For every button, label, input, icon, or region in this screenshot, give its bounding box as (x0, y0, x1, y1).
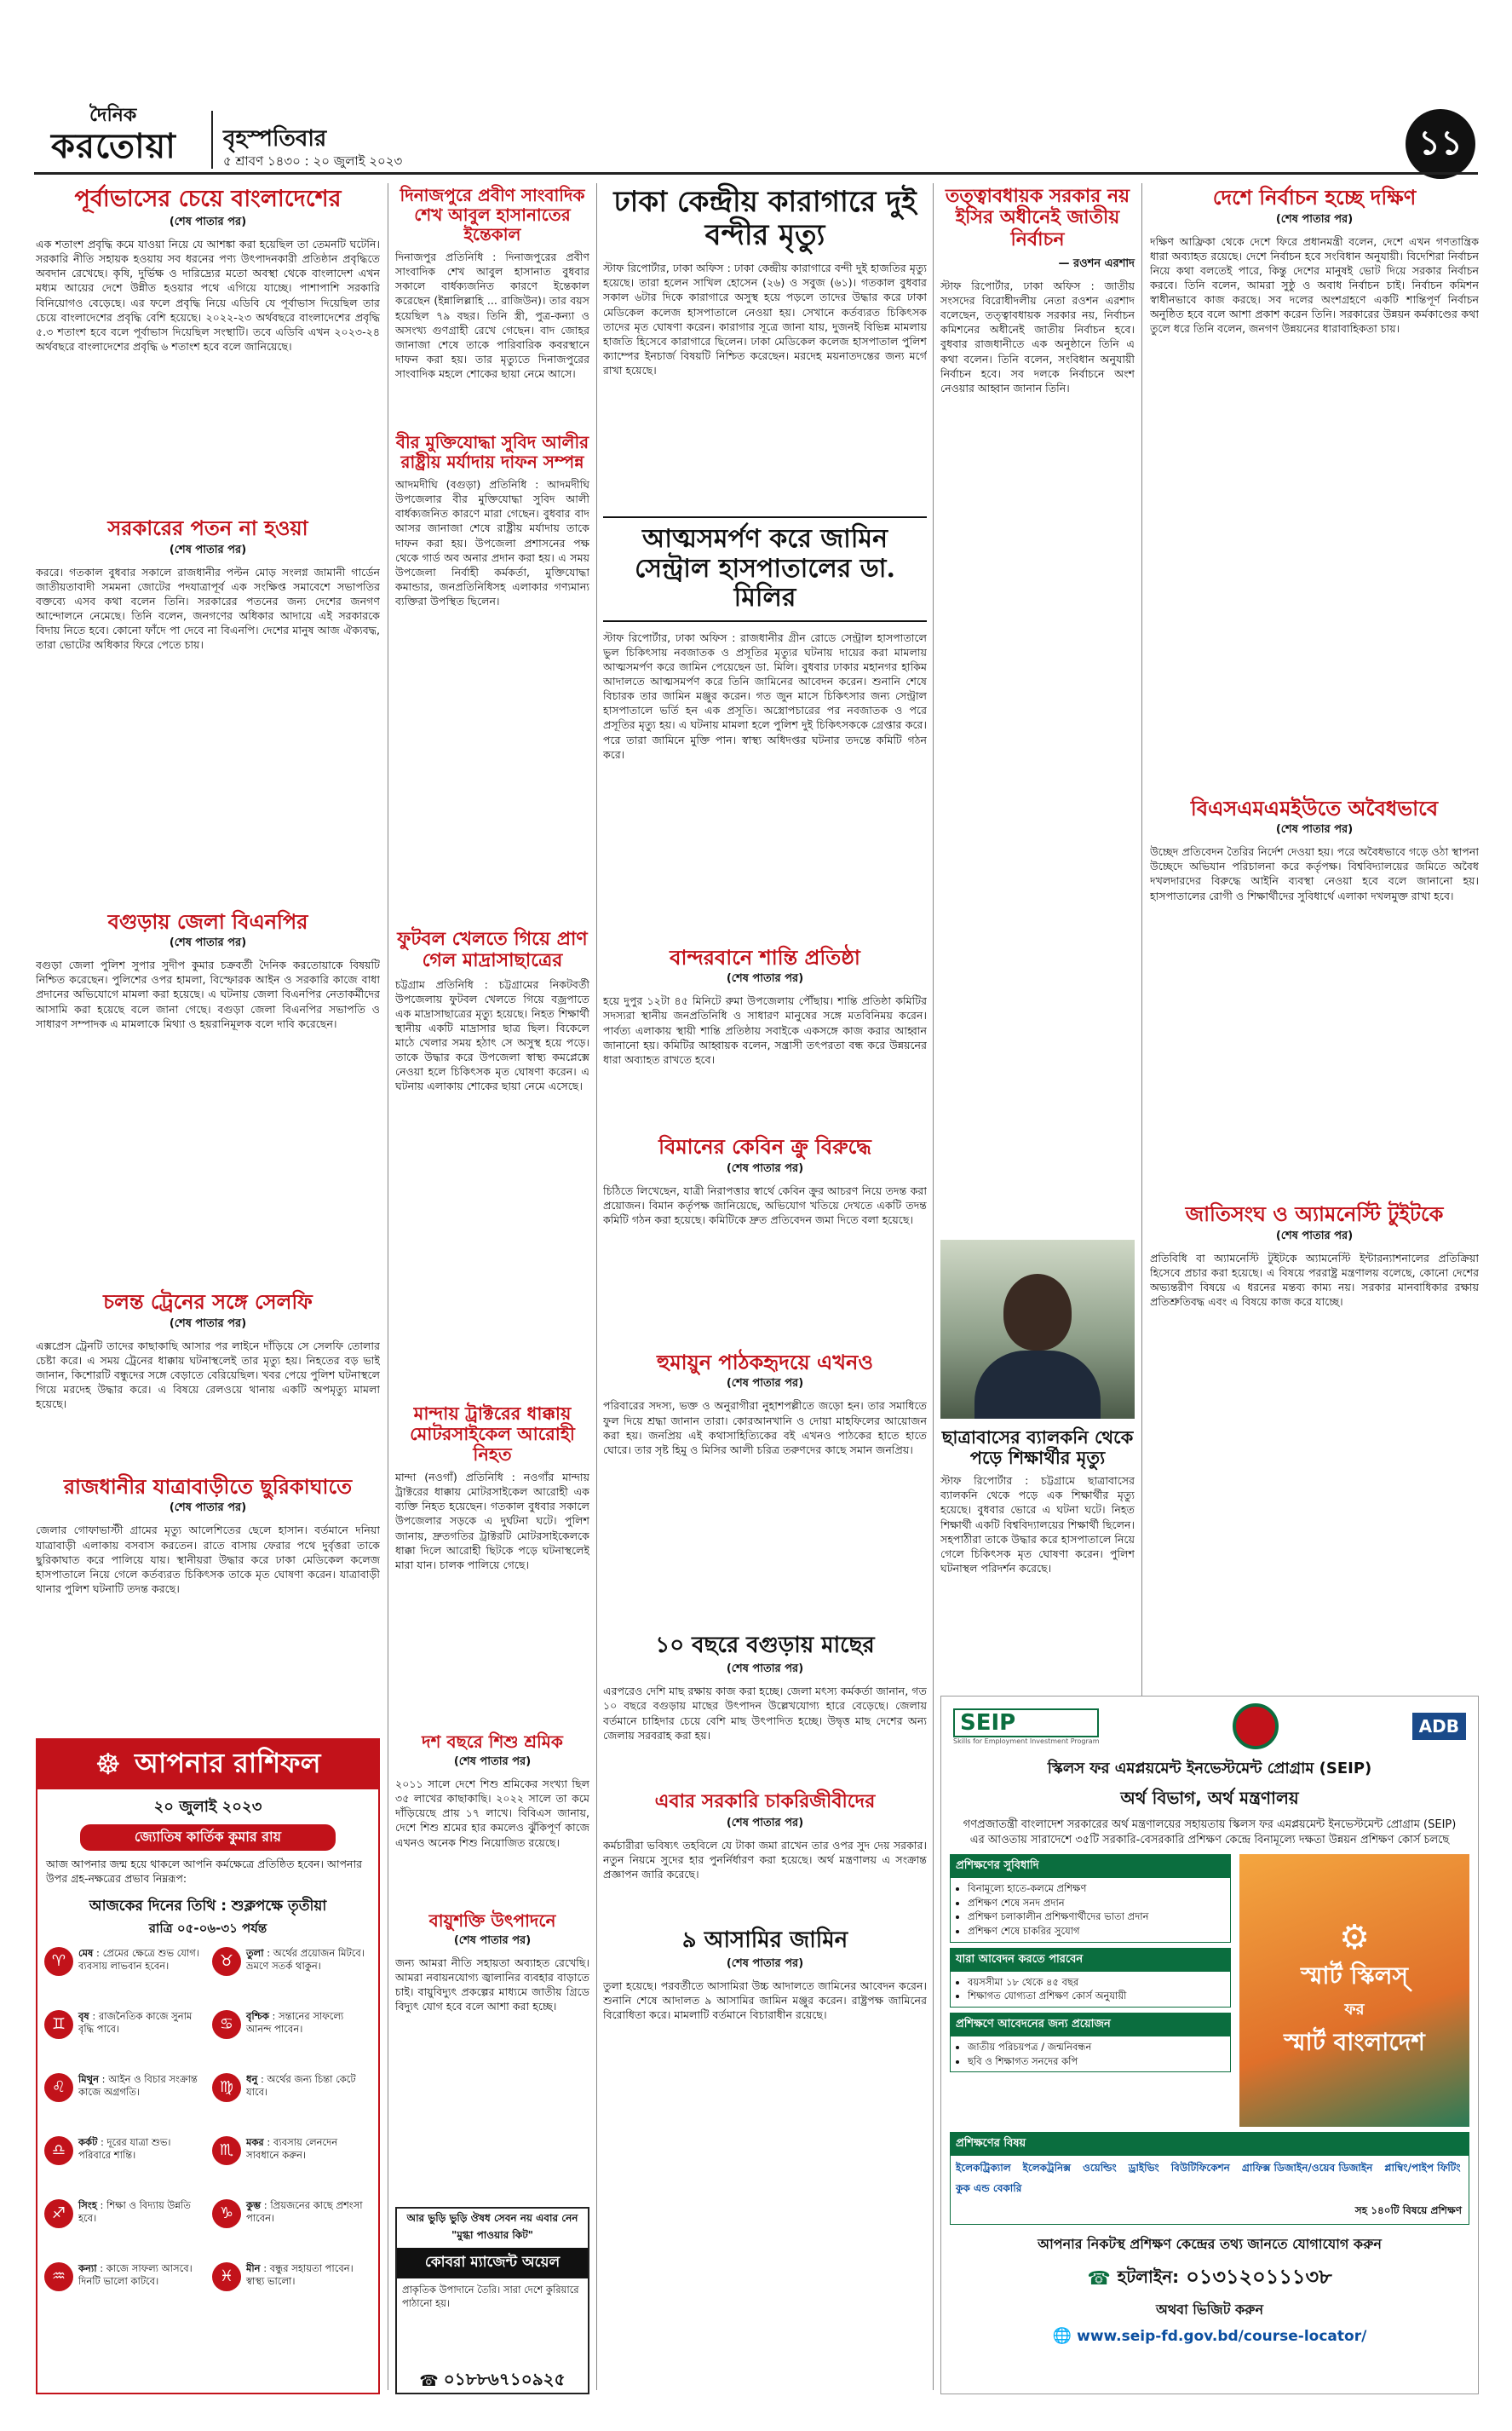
zodiac-icon: ♌ (44, 2073, 73, 2102)
tithi-time: রাত্রি ০৫-০৬-৩১ পর্যন্ত (148, 1920, 267, 1936)
zodiac-prediction: আইন ও বিচার সংক্রান্ত কাজে অগ্রগতি। (78, 2072, 198, 2098)
seip-poster (1239, 1854, 1469, 2127)
trade-item: বিউটিফিকেশন (1170, 2162, 1230, 2175)
poster-line-1: স্মার্ট স্কিলস্ (1300, 1961, 1409, 1990)
documents-box (950, 2013, 1231, 2072)
zodiac-text: সিংহ : শিক্ষা ও বিদ্যায় উন্নতি হবে। (78, 2198, 191, 2224)
seip-content (941, 1854, 1478, 2127)
article-body: জেলার গোফাভাস্টী গ্রামের মৃত্যু আলেশিতের ছেলে হাসান। বর্তমানে দনিয়া যাত্রাবাড়ী এলাকায় বসবাস করতেন। রাতে বাসায় ফেরার পথে দুর্বৃত্তরা তাকে ছুরিকাঘাত করে পালিয়ে যায়। স্থানীয়রা উদ্ধার করে ঢাকা মেডিকেল কলেজ হাসপাতালে নিয়ে গেলে কর্তব্যরত চিকিৎসক তাকে মৃত ঘোষণা করেন। যাত্রাবাড়ী থানার পুলিশ ঘটনাটি তদন্ত করছে। (36, 1524, 380, 1595)
zodiac-sign (44, 2199, 204, 2254)
headline: দিনাজপুরে প্রবীণ সাংবাদিক শেখ আবুল হাসানাতের ইন্তেকাল (400, 185, 585, 245)
government-seal-icon (1233, 1703, 1279, 1749)
headline: তত্ত্বাবধায়ক সরকার নয় ইসির অধীনেই জাতীয় নির্বাচন (945, 185, 1130, 251)
article-body: স্টাফ রিপোর্টার, ঢাকা অফিস : ঢাকা কেন্দ্রীয় কারাগারে বন্দী দুই হাজতির মৃত্যু হয়েছে। তারা হলেন সাখিল হোসেন (২৬) ও সবুজ (৬১)। গতকাল বুধবার সকাল ৬টার দিকে কারাগারে অসুস্থ হয়ে পড়লে তাদের উদ্ধার করে ঢাকা মেডিকেল কলেজ হাসপাতালে নেওয়া হয়। সেখানে কর্তব্যরত চিকিৎসক তাদের মৃত ঘোষণা করেন। কারাগার সূত্রে জানা যায়, দুজনই বিভিন্ন মামলায় হাজতি হিসেবে কারাগারে ছিলেন। ঢাকা মেডিকেল কলেজ হাসপাতাল পুলিশ ক্যাম্পের ইনচার্জ বিষয়টি নিশ্চিত করেছেন। মরদেহ ময়নাতদন্তের জন্য মর্গে রাখা হয়েছে। (603, 262, 927, 377)
article-body: চিঠিতে লিখেছেন, যাত্রী নিরাপত্তার স্বার্থে কেবিন ক্রুর আচরণ নিয়ে তদন্ত করা প্রয়োজন। বিমান কর্তৃপক্ষ জানিয়েছে, অভিযোগ খতিয়ে দেখতে একটি তদন্ত কমিটি গঠন করা হয়েছে। কমিটিকে দ্রুত প্রতিবেদন জমা দিতে বলা হয়েছে। (603, 1184, 927, 1227)
masthead-day: বৃহস্পতিবার (223, 126, 327, 152)
benefit-item: • প্রশিক্ষণ শেষে সনদ প্রদান (968, 1896, 1230, 1910)
zodiac-text: বৃষ : রাজনৈতিক কাজে সুনাম বৃদ্ধি পাবে। (78, 2009, 193, 2035)
ad-cobra-oil (395, 2207, 589, 2394)
headline: রাজধানীর যাত্রাবাড়ীতে ছুরিকাঘাতে (63, 1473, 353, 1499)
headline: বায়ুশক্তি উৎপাদনে (428, 1910, 556, 1932)
documents-heading: প্রশিক্ষণে আবেদনের জন্য প্রয়োজন (951, 2013, 1230, 2036)
url-row[interactable] (941, 2327, 1478, 2345)
masthead (0, 0, 1512, 175)
continued-note: (শেষ পাতার পর) (1275, 823, 1354, 837)
zodiac-prediction: অর্থের জন্য চিন্তা কেটে যাবে। (246, 2072, 356, 2098)
horoscope-date: ২০ জুলাই ২০২৩ (153, 1798, 262, 1816)
article-body: চট্টগ্রাম প্রতিনিধি : চট্টগ্রামের নিকটবর্তী উপজেলায় ফুটবল খেলতে গিয়ে বজ্রপাতে এক মাদ্রাসাছাত্রের মৃত্যু হয়েছে। নিহত শিক্ষার্থী স্থানীয় একটি মাদ্রাসার ছাত্র ছিল। বিকেলে মাঠে খেলার সময় হঠাৎ সে অসুস্থ হয়ে পড়ে। তাকে উদ্ধার করে উপজেলা স্বাস্থ্য কমপ্লেক্সে নেওয়া হলে চিকিৎসক মৃত ঘোষণা করেন। এ ঘটনায় এলাকায় শোকের ছায়া নেমে এসেছে। (395, 977, 589, 1093)
hotline-number: ০১৩১২০১১১৩৮ (1186, 2265, 1332, 2290)
zodiac-prediction: সন্তানের সাফল্যে আনন্দ পাবেন। (246, 2009, 344, 2035)
trade-item: ড্রাইভিং (1128, 2162, 1159, 2175)
zodiac-wheel-icon: ☸ (95, 1748, 122, 1782)
article-body: কররে। গতকাল বুধবার সকালে রাজধানীর পল্টন মোড় সংলগ্ন জামানী গার্ডেন জাতীয়তাবাদী সমমনা জোটের পদযাত্রাপূর্ব এক সংক্ষিপ্ত সমাবেশে সভাপতির বক্তব্যে এসব কথা বলেন তিনি। সরকারের পতনের জন্য দেশের জনগণ আন্দোলনে নেমেছে। তিনি বলেন, জনগণের অধিকার আদায়ে এই সরকারকে বিদায় নিতে হবে। কোনো ফাঁদে পা দেবে না বিএনপি। দেশের মানুষ আজ ঐক্যবদ্ধ, তারা ভোটের অধিকার ফিরে পেতে চায়। (36, 565, 380, 652)
zodiac-icon: ♈ (44, 1947, 73, 1976)
article-body: বগুড়া জেলা পুলিশ সুপার সুদীপ কুমার চক্রবর্তী দৈনিক করতোয়াকে বিষয়টি নিশ্চিত করেছেন। পুলিশের ওপর হামলা, বিস্ফোরক আইন ও সরকারি কাজে বাধা প্রদানের অভিযোগে মামলা করা হয়েছে। এ ঘটনায় জেলা বিএনপির নেতাকর্মীদের আসামি করা হয়েছে বলে জানা গেছে। বগুড়া জেলা বিএনপির সভাপতি ও সাধারণ সম্পাদক এ মামলাকে মিথ্যা ও হয়রানিমূলক বলে দাবি করেছেন। (36, 959, 380, 1030)
zodiac-icon: ♐ (44, 2199, 73, 2228)
hotline-row (941, 2261, 1478, 2296)
headline: বিএসএমএমইউতে অবৈধভাবে (1190, 795, 1439, 821)
zodiac-icon: ♍ (212, 2073, 241, 2102)
continued-note: (শেষ পাতার পর) (169, 1501, 247, 1515)
seip-intro: গণপ্রজাতন্ত্রী বাংলাদেশ সরকারের অর্থ মন্ত্রণালয়ের সহায়তায় স্কিলস ফর এমপ্লয়মেন্ট ইনভেস্টমেন্ট প্রোগ্রাম (SEIP) এর আওতায় সারাদেশে ৩৫টি সরকারি-বেসরকারি প্রশিক্ষণ কেন্দ্রে বিনামূল্যে দক্ষতা উন্নয়ন প্রশিক্ষণ কোর্স চলছে (963, 1818, 1457, 1846)
headline: মান্দায় ট্রাক্টরের ধাক্কায় মোটরসাইকেল আরোহী নিহত (410, 1402, 575, 1465)
seip-logo-text: SEIP (953, 1708, 1099, 1737)
ad-body: প্রাকৃতিক উপাদানে তৈরি। সারা দেশে কুরিয়ারে পাঠানো হয়। (402, 2284, 579, 2309)
continued-note: (শেষ পাতার পর) (169, 543, 247, 556)
zodiac-sign (212, 2199, 371, 2254)
zodiac-text: তুলা : অর্থের প্রয়োজন মিটবে। ভ্রমণে সতর্ক থাকুন। (246, 1946, 365, 1972)
continued-note: (শেষ পাতার পর) (726, 972, 804, 986)
zodiac-prediction: ব্যবসায় লেনদেন সাবধানে করুন। (246, 2135, 338, 2161)
article-body: আদমদীঘি (বগুড়া) প্রতিনিধি : আদমদীঘি উপজেলার বীর মুক্তিযোদ্ধা সুবিদ আলী বার্ধক্যজনিত কারণে মারা গেছেন। বুধবার বাদ আসর জানাজা শেষে রাষ্ট্রীয় মর্যাদায় তাকে দাফন করা হয়। উপজেলা প্রশাসনের পক্ষ থেকে গার্ড অব অনার প্রদান করা হয়। এ সময় উপজেলা নির্বাহী কর্মকর্তা, মুক্তিযোদ্ধা কমান্ডার, জনপ্রতিনিধিসহ এলাকার গণ্যমান্য ব্যক্তিরা উপস্থিত ছিলেন। (395, 478, 589, 608)
article-body: স্টাফ রিপোর্টার, ঢাকা অফিস : রাজধানীর গ্রীন রোডে সেন্ট্রাল হাসপাতালে ভুল চিকিৎসায় নবজাতক ও প্রসূতির মৃত্যুর ঘটনায় দায়ের করা মামলায় আত্মসমর্পণ করে জামিন পেয়েছেন ডা. মিলি। বুধবার ঢাকার মহানগর হাকিম আদালতে আত্মসমর্পণ করে তিনি জামিনের আবেদন করেন। শুনানি শেষে বিচারক তার জামিন মঞ্জুর করেন। গত জুন মাসে চিকিৎসার জন্য সেন্ট্রাল হাসপাতালে ভর্তি হন এক প্রসূতি। অস্ত্রোপচারের পর নবজাতক ও পরে প্রসূতির মৃত্যু হয়। এ ঘটনায় মামলা হলে পুলিশ দুই চিকিৎসককে গ্রেপ্তার করে। পরে তারা জামিনে মুক্তি পান। স্বাস্থ্য অধিদপ্তর ঘটনার তদন্তে কমিটি গঠন করে। (603, 631, 927, 761)
byline: — রওশন এরশাদ (1058, 256, 1135, 270)
continued-note: (শেষ পাতার পর) (1275, 1229, 1354, 1242)
zodiac-text: মীন : বন্ধুর সহায়তা পাবেন। স্বাস্থ্য ভালো। (246, 2261, 354, 2287)
page-number: ১১ (1418, 122, 1463, 163)
horoscope-title: আপনার রাশিফল (135, 1747, 321, 1779)
article-body: ২০১১ সালে দেশে শিশু শ্রমিকের সংখ্যা ছিল ৩৫ লাখের কাছাকাছি। ২০২২ সালে তা কমে দাঁড়িয়েছে প্রায় ১৭ লাখে। বিবিএস জানায়, দেশে শিশু শ্রমের হার কমলেও ঝুঁকিপূর্ণ কাজে এখনও অনেক শিশু নিয়োজিত রয়েছে। (395, 1777, 589, 1849)
zodiac-prediction: অর্থের প্রয়োজন মিটবে। ভ্রমণে সতর্ক থাকুন। (246, 1946, 365, 1972)
headline: বগুড়ায় জেলা বিএনপির (107, 908, 308, 934)
headline: দেশে নির্বাচন হচ্ছে দক্ষিণ (1212, 185, 1417, 210)
zodiac-text: কর্কট : দূরের যাত্রা শুভ। পরিবারে শান্তি। (78, 2135, 171, 2161)
zodiac-name: মীন (246, 2261, 261, 2274)
boxed-headline-frame (603, 516, 927, 622)
zodiac-sign (212, 2136, 371, 2191)
ad-headline: আর ভুড়ি ভুড়ি ঔষধ সেবন নয় এবার নেন "মুগ্ধা পাওয়ার কিট" (406, 2212, 578, 2241)
horoscope-box (36, 1738, 380, 2394)
zodiac-text: মেষ : প্রেমের ক্ষেত্রে শুভ যোগ। ব্যবসায় লাভবান হবেন। (78, 1946, 199, 1972)
zodiac-name: তুলা (246, 1946, 264, 1959)
article-body: এক্সপ্রেস ট্রেনটি তাদের কাছাকাছি আসার পর লাইনে দাঁড়িয়ে সে সেলফি তোলার চেষ্টা করে। এ সময় ট্রেনের ধাক্কায় ঘটনাস্থলেই তার মৃত্যু হয়। নিহতের বড় ভাই জানান, কিশোরটি বন্ধুদের সঙ্গে বেড়াতে বেরিয়েছিল। খবর পেয়ে পুলিশ ঘটনাস্থলে গিয়ে মরদেহ উদ্ধার করে। এ বিষয়ে রেলওয়ে থানায় একটি অপমৃত্যু মামলা হয়েছে। (36, 1339, 380, 1411)
headline: বিমানের কেবিন ক্রু বিরুদ্ধে (658, 1134, 871, 1160)
headline: বীর মুক্তিযোদ্ধা সুবিদ আলীর রাষ্ট্রীয় মর্যাদায় দাফন সম্পন্ন (395, 432, 589, 472)
article-body: জন্য আমরা নীতি সহায়তা অব্যাহত রেখেছি। আমরা নবায়নযোগ্য জ্বালানির ব্যবহার বাড়াতে চাই। বায়ুবিদ্যুৎ প্রকল্পের মাধ্যমে জাতীয় গ্রিডে বিদ্যুৎ যোগ হবে বলে আশা করা হচ্ছে। (395, 1956, 589, 2013)
headline: জাতিসংঘ ও অ্যামনেস্টি টুইটকে (1185, 1201, 1444, 1227)
zodiac-icon: ♊ (44, 2010, 73, 2039)
headline: পূর্বাভাসের চেয়ে বাংলাদেশের (74, 186, 342, 212)
article-body: উচ্ছেদ প্রতিবেদন তৈরির নির্দেশ দেওয়া হয়। পরে অবৈধভাবে গড়ে ওঠা স্থাপনা উচ্ছেদে অভিযান পরিচালনা করে কর্তৃপক্ষ। বিশ্ববিদ্যালয়ের জমিতে অবৈধ দখলদারদের বিরুদ্ধে আইনি ব্যবস্থা নেওয়া হবে বলে জানানো হয়। হাসপাতালের রোগী ও শিক্ষার্থীদের সুবিধার্থে এলাকা দখলমুক্ত রাখা হবে। (1150, 845, 1479, 902)
eligibility-heading: যারা আবেদন করতে পারবেন (951, 1949, 1230, 1972)
zodiac-text: ধনু : অর্থের জন্য চিন্তা কেটে যাবে। (246, 2072, 356, 2098)
trades-heading: প্রশিক্ষণের বিষয় (951, 2133, 1469, 2156)
zodiac-sign (44, 2262, 204, 2317)
trades-box (950, 2132, 1469, 2225)
zodiac-name: সিংহ (78, 2198, 97, 2211)
zodiac-icon: ♓ (212, 2262, 241, 2291)
zodiac-name: ধনু (246, 2072, 258, 2085)
zodiac-sign (212, 2262, 371, 2317)
benefit-item: • প্রশিক্ষণ চলাকালীন প্রশিক্ষণার্থীদের ভাতা প্রদান (968, 1910, 1230, 1924)
continued-note: (শেষ পাতার পর) (726, 1662, 804, 1676)
article-body: প্রতিবিধি বা অ্যামনেস্টি টুইটকে অ্যামনেস্টি ইন্টারন্যাশনালের প্রতিক্রিয়া হিসেবে প্রচার করা হয়েছে। এ বিষয়ে পররাষ্ট্র মন্ত্রণালয় বলেছে, কোনো দেশের অভ্যন্তরীণ বিষয়ে এ ধরনের মন্তব্য কাম্য নয়। সরকার মানবাধিকার রক্ষায় প্রতিশ্রুতিবদ্ধ এবং এ বিষয়ে কাজ করে যাচ্ছে। (1150, 1251, 1479, 1309)
eligibility-item: • বয়সসীমা ১৮ থেকে ৪৫ বছর (968, 1975, 1230, 1990)
zodiac-name: মেষ (78, 1946, 94, 1959)
masthead-date: ৫ শ্রাবণ ১৪৩০ : ২০ জুলাই ২০২৩ (223, 153, 403, 169)
continued-note: (শেষ পাতার পর) (726, 1956, 804, 1970)
article-body: হয়ে দুপুর ১২টা ৪৫ মিনিটে রুমা উপজেলায় পৌঁছায়। শান্তি প্রতিষ্ঠা কমিটির সদস্যরা স্থানীয় জনপ্রতিনিধি ও সাধারণ মানুষের সঙ্গে মতবিনিময় করেন। পার্বত্য এলাকায় স্থায়ী শান্তি প্রতিষ্ঠায় সবাইকে একসঙ্গে কাজ করার আহ্বান জানানো হয়। কমিটির আহ্বায়ক বলেন, সন্ত্রাসী তৎপরতা বন্ধ করে উন্নয়নের ধারা অব্যাহত রাখতে হবে। (603, 994, 927, 1066)
zodiac-sign (44, 2073, 204, 2128)
eligibility-box (950, 1948, 1231, 2008)
headline: আত্মসমর্পণ করে জামিন সেন্ট্রাল হাসপাতালের ডা. মিলির (635, 524, 895, 614)
course-locator-link[interactable]: www.seip-fd.gov.bd/course-locator/ (1077, 2327, 1367, 2345)
eligibility-list (951, 1975, 1230, 2003)
headline: এবার সরকারি চাকরিজীবীদের (654, 1790, 876, 1813)
zodiac-grid (37, 1947, 378, 2317)
article-body: স্টাফ রিপোর্টার, ঢাকা অফিস : জাতীয় সংসদের বিরোধীদলীয় নেতা রওশন এরশাদ বলেছেন, তত্ত্বাবধায়ক সরকার নয়, নির্বাচন কমিশনের অধীনেই জাতীয় নির্বাচন হবে। বুধবার রাজধানীতে এক অনুষ্ঠানে তিনি এ কথা বলেন। তিনি বলেন, সংবিধান অনুযায়ী নির্বাচন হবে। সব দলকে নির্বাচনে অংশ নেওয়ার আহ্বান জানান তিনি। (940, 279, 1135, 395)
article-body: পরিবারের সদস্য, ভক্ত ও অনুরাগীরা নুহাশপল্লীতে জড়ো হন। তার সমাধিতে ফুল দিয়ে শ্রদ্ধা জানান তারা। কোরআনখানি ও দোয়া মাহফিলের আয়োজন করা হয়। জনপ্রিয় এই কথাসাহিত্যিকের বই এখনও পাঠকের হাতে হাতে ঘোরে। তার সৃষ্ট হিমু ও মিসির আলী চরিত্র তরুণদের কাছে সমান জনপ্রিয়। (603, 1399, 927, 1456)
benefit-item: • বিনামূল্যে হাতে-কলমে প্রশিক্ষণ (968, 1881, 1230, 1896)
phone-icon: ☎ (419, 2372, 439, 2390)
column-rule (596, 183, 597, 2390)
article-body: স্টাফ রিপোর্টার : চট্টগ্রামে ছাত্রাবাসের ব্যালকনি থেকে পড়ে এক শিক্ষার্থীর মৃত্যু হয়েছে। বুধবার ভোরে এ ঘটনা ঘটে। নিহত শিক্ষার্থী একটি বিশ্ববিদ্যালয়ের শিক্ষার্থী ছিলেন। সহপাঠীরা তাকে উদ্ধার করে হাসপাতালে নিয়ে গেলে চিকিৎসক মৃত ঘোষণা করেন। পুলিশ ঘটনাস্থল পরিদর্শন করেছে। (940, 1474, 1135, 1575)
student-photo (940, 1240, 1135, 1419)
trades-list (951, 2156, 1469, 2203)
benefits-heading: প্রশিক্ষণের সুবিধাদি (951, 1855, 1230, 1878)
column-rule (933, 183, 934, 2390)
document-item: • জাতীয় পরিচয়পত্র / জন্মনিবন্ধন (968, 2040, 1230, 2054)
zodiac-text: মকর : ব্যবসায় লেনদেন সাবধানে করুন। (246, 2135, 338, 2161)
seip-logo-subtitle: Skills for Employment Investment Program (953, 1737, 1100, 1745)
horoscope-banner (37, 1740, 378, 1789)
trade-item: কুক এন্ড বেকারি (956, 2182, 1022, 2195)
adb-logo: ADB (1412, 1713, 1466, 1740)
headline: চলন্ত ট্রেনের সঙ্গে সেলফি (103, 1289, 313, 1315)
zodiac-text: কন্যা : কাজে সাফল্য আসবে। দিনটি ভালো কাটবে। (78, 2261, 193, 2287)
poster-line-2: ফর (1344, 2000, 1365, 2019)
zodiac-sign (212, 2010, 371, 2065)
document-item: • ছবি ও শিক্ষাগত সনদের কপি (968, 2054, 1230, 2069)
person-silhouette-icon (1003, 1274, 1072, 1351)
continued-note: (শেষ পাতার পর) (453, 1755, 532, 1769)
zodiac-name: মকর (246, 2135, 264, 2148)
logo-divider (211, 111, 213, 169)
zodiac-icon: ♎ (44, 2136, 73, 2165)
seip-logo-row (941, 1697, 1478, 1756)
tithi-heading: আজকের দিনের তিথি : শুক্লপক্ষে তৃতীয়া (89, 1897, 327, 1915)
continued-note: (শেষ পাতার পর) (726, 1816, 804, 1829)
article-body: এক শতাংশ প্রবৃদ্ধি কমে যাওয়া নিয়ে যে আশঙ্কা করা হয়েছিল তা তেমনটি ঘটেনি। সরকারি নীতি সহায়ক হওয়ায় সব ধরনের পণ্য উৎপাদনকারী প্রতিষ্ঠান প্রবৃদ্ধিতে অবদান রেখেছে। কৃষি, দুর্ভিক্ষ ও দারিদ্র্যের মতো অবস্থা থেকে বাংলাদেশ এখন মধ্যম আয়ের দেশে উন্নীত হওয়ার পথে এগিয়ে যাচ্ছে। পাশাপাশি সরকারি বিনিয়োগও বেড়েছে। এর ফলে প্রবৃদ্ধি নিয়ে এডিবি যে পূর্বাভাস দিয়েছিল তার চেয়ে বাংলাদেশের প্রবৃদ্ধি বেশি হয়েছে। ২০২২-২৩ অর্থবছরে বাংলাদেশের প্রবৃদ্ধি ৫.৩ শতাংশ হবে বলে পূর্বাভাস দিয়েছিল সংস্থাটি। তবে এডিবি এখন ২০২৩-২৪ অর্থবছরে বাংলাদেশের প্রবৃদ্ধি ৬ শতাংশ হবে বলে জানিয়েছে। (36, 238, 380, 353)
zodiac-icon: ♉ (212, 1947, 241, 1976)
horoscope-author: জ্যোতিষ কার্তিক কুমার রায় (80, 1824, 336, 1851)
headline: ছাত্রাবাসের ব্যালকনি থেকে পড়ে শিক্ষার্থীর মৃত্যু (941, 1426, 1134, 1469)
page-number-badge (1406, 109, 1475, 179)
globe-icon: 🌐 (1052, 2327, 1072, 2346)
headline: ৯ আসামির জামিন (681, 1927, 848, 1953)
headline: ১০ বছরে বগুড়ায় মাছের (655, 1633, 875, 1659)
eligibility-item: • শিক্ষাগত যোগ্যতা প্রশিক্ষণ কোর্স অনুযায়ী (968, 1989, 1230, 2003)
seip-logo (953, 1708, 1099, 1745)
zodiac-prediction: প্রিয়জনের কাছে প্রশংসা পাবেন। (246, 2198, 363, 2224)
zodiac-sign (44, 1947, 204, 2002)
zodiac-name: কুম্ভ (246, 2198, 262, 2211)
continued-note: (শেষ পাতার পর) (169, 216, 247, 229)
trade-item: গ্রাফিক্স ডিজাইন/ওয়েব ডিজাইন (1241, 2162, 1373, 2175)
shirt-shape (974, 1351, 1101, 1419)
trade-item: ইলেকট্রনিক্স (1022, 2162, 1071, 2175)
ad-phone-number: ০১৮৮৬৭১০৯২৫ (443, 2369, 566, 2389)
continued-note: (শেষ পাতার পর) (169, 936, 247, 950)
trade-item: প্লাম্বিং/পাইপ ফিটিং (1384, 2162, 1461, 2175)
headline: বান্দরবানে শান্তি প্রতিষ্ঠা (670, 944, 860, 970)
masthead-logo-small: দৈনিক (89, 104, 137, 126)
benefit-item: • প্রশিক্ষণ শেষে চাকরির সুযোগ (968, 1924, 1230, 1938)
zodiac-name: কর্কট (78, 2135, 98, 2148)
contact-heading: আপনার নিকটস্থ প্রশিক্ষণ কেন্দ্রের তথ্য জানতে যোগাযোগ করুন (1038, 2236, 1382, 2253)
zodiac-name: বৃষ (78, 2009, 89, 2022)
poster-line-3: স্মার্ট বাংলাদেশ (1284, 2027, 1425, 2056)
trade-item: ইলেকট্রিক্যাল (956, 2162, 1011, 2175)
lead-headline: ঢাকা কেন্দ্রীয় কারাগারে দুই বন্দীর মৃত্যু (613, 185, 917, 253)
gear-icon: ⚙ (1339, 1917, 1370, 1957)
headline: দশ বছরে শিশু শ্রমিক (422, 1731, 563, 1753)
zodiac-icon: ♑ (212, 2199, 241, 2228)
zodiac-prediction: শিক্ষা ও বিদ্যায় উন্নতি হবে। (78, 2198, 191, 2224)
hotline-label: হটলাইন: (1117, 2266, 1180, 2287)
zodiac-icon: ♒ (44, 2262, 73, 2291)
continued-note: (শেষ পাতার পর) (1275, 212, 1354, 226)
headline: সরকারের পতন না হওয়া (107, 516, 308, 541)
ad-name: কোবরা ম্যাজেন্ট অয়েল (397, 2248, 588, 2278)
zodiac-sign (212, 1947, 371, 2002)
or-visit: অথবা ভিজিট করুন (1155, 2301, 1264, 2319)
seip-contact (941, 2233, 1478, 2345)
seip-ad (940, 1696, 1479, 2394)
article-body: মান্দা (নওগাঁ) প্রতিনিধি : নওগাঁর মান্দায় ট্রাক্টরের ধাক্কায় মোটরসাইকেল আরোহী এক ব্যক্তি নিহত হয়েছেন। গতকাল বুধবার সকালে উপজেলার সড়কে এ দুর্ঘটনা ঘটে। পুলিশ জানায়, দ্রুতগতির ট্রাক্টরটি মোটরসাইকেলকে ধাক্কা দিলে আরোহী ছিটকে পড়ে ঘটনাস্থলেই মারা যান। চালক পালিয়ে গেছে। (395, 1471, 589, 1571)
column-2 (395, 186, 589, 2066)
zodiac-icon: ♏ (212, 2136, 241, 2165)
horoscope-intro: আজ আপনার জন্ম হয়ে থাকলে আপনি কর্মক্ষেত্রে প্রতিষ্ঠিত হবেন। আপনার উপর গ্রহ-নক্ষত্রের প্রভাব নিম্নরূপ: (46, 1858, 362, 1885)
trades-more: সহ ১৪০টি বিষয়ে প্রশিক্ষণ (1354, 2204, 1462, 2217)
article-body: কর্মচারীরা ভবিষ্যৎ তহবিলে যে টাকা জমা রাখেন তার ওপর সুদ দেয় সরকার। নতুন নিয়মে সুদের হার পুনর্নির্ধারণ করা হয়েছে। অর্থ মন্ত্রণালয় এ সংক্রান্ত প্রজ্ঞাপন জারি করেছে। (603, 1838, 927, 1881)
zodiac-text: মিথুন : আইন ও বিচার সংক্রান্ত কাজে অগ্রগতি। (78, 2072, 198, 2098)
column-3 (603, 186, 927, 2234)
headline: হুমায়ুন পাঠকহৃদয়ে এখনও (657, 1349, 873, 1374)
continued-note: (শেষ পাতার পর) (726, 1161, 804, 1175)
zodiac-prediction: দূরের যাত্রা শুভ। পরিবারে শান্তি। (78, 2135, 171, 2161)
masthead-logo: করতোয়া (51, 126, 176, 166)
zodiac-sign (212, 2073, 371, 2128)
documents-list (951, 2040, 1230, 2068)
continued-note: (শেষ পাতার পর) (453, 1934, 532, 1948)
continued-note: (শেষ পাতার পর) (169, 1316, 247, 1330)
phone-icon: ☎ (1087, 2267, 1111, 2290)
trade-item: ওয়েল্ডিং (1083, 2162, 1117, 2175)
article-body: দক্ষিণ আফ্রিকা থেকে দেশে ফিরে প্রধানমন্ত্রী বলেন, দেশে এখন গণতান্ত্রিক ধারা অব্যাহত রয়েছে। দেশে নির্বাচন হবে সংবিধান অনুযায়ী। বিদেশিরা নির্বাচন নিয়ে কথা বলতেই পারে, কিন্তু দেশের মানুষই ভোট দিয়ে সরকার নির্বাচন করবে। তিনি বলেন, আমরা সুষ্ঠু ও অবাধ নির্বাচন চাই। নির্বাচন কমিশন স্বাধীনভাবে কাজ করছে। সব দলের অংশগ্রহণে একটি শান্তিপূর্ণ নির্বাচন অনুষ্ঠিত হবে বলে আশা প্রকাশ করেন তিনি। সরকারের উন্নয়ন কর্মকাণ্ডের কথা তুলে ধরে তিনি বলেন, জনগণ উন্নয়নের ধারাবাহিকতা চায়। (1150, 234, 1479, 336)
zodiac-name: বৃশ্চিক (246, 2009, 269, 2022)
continued-note: (শেষ পাতার পর) (726, 1377, 804, 1391)
article-body: দিনাজপুর প্রতিনিধি : দিনাজপুরের প্রবীণ সাংবাদিক শেখ আবুল হাসানাত বুধবার সকালে বার্ধক্যজনিত কারণে ইন্তেকাল করেছেন (ইন্নালিল্লাহি ... রাজিউন)। তার বয়স হয়েছিল ৭৯ বছর। তিনি স্ত্রী, পুত্র-কন্যা ও অসংখ্য গুণগ্রাহী রেখে গেছেন। বাদ জোহর জানাজা শেষে তাকে পারিবারিক কবরস্থানে দাফন করা হয়। তার মৃত্যুতে দিনাজপুরের সাংবাদিক মহলে শোকের ছায়া নেমে আসে। (395, 251, 589, 380)
column-5 (1150, 186, 1479, 1643)
column-1 (36, 186, 380, 1731)
headline: ফুটবল খেলতে গিয়ে প্রাণ গেল মাদ্রাসাছাত্রের (397, 928, 588, 972)
zodiac-sign (44, 2010, 204, 2065)
zodiac-prediction: বন্ধুর সহায়তা পাবেন। স্বাস্থ্য ভালো। (246, 2261, 354, 2287)
article-body: তুলা হয়েছে। পরবর্তীতে আসামিরা উচ্চ আদালতে জামিনের আবেদন করেন। শুনানি শেষে আদালত ৯ আসামির জামিন মঞ্জুর করেন। রাষ্ট্রপক্ষ জামিনের বিরোধিতা করে। মামলাটি বর্তমানে বিচারাধীন রয়েছে। (603, 1979, 927, 2021)
article-body: এরপরেও দেশি মাছ রক্ষায় কাজ করা হচ্ছে। জেলা মৎস্য কর্মকর্তা জানান, গত ১০ বছরে বগুড়ায় মাছের উৎপাদন উল্লেখযোগ্য হারে বেড়েছে। জেলায় বর্তমানে চাহিদার চেয়ে বেশি মাছ উৎপাদিত হচ্ছে। উদ্বৃত্ত মাছ দেশের অন্য জেলায় সরবরাহ করা হয়। (603, 1685, 927, 1742)
masthead-rule (34, 172, 1478, 175)
zodiac-icon: ♋ (212, 2010, 241, 2039)
seip-ministry: অর্থ বিভাগ, অর্থ মন্ত্রণালয় (1120, 1788, 1299, 1808)
seip-title: স্কিলস ফর এমপ্লয়মেন্ট ইনভেস্টমেন্ট প্রোগ্রাম (SEIP) (1047, 1760, 1372, 1777)
ad-phone (397, 2367, 588, 2395)
zodiac-prediction: রাজনৈতিক কাজে সুনাম বৃদ্ধি পাবে। (78, 2009, 193, 2035)
zodiac-prediction: কাজে সাফল্য আসবে। দিনটি ভালো কাটবে। (78, 2261, 193, 2287)
zodiac-prediction: প্রেমের ক্ষেত্রে শুভ যোগ। ব্যবসায় লাভবান হবেন। (78, 1946, 199, 1972)
benefits-box (950, 1854, 1231, 1943)
zodiac-text: কুম্ভ : প্রিয়জনের কাছে প্রশংসা পাবেন। (246, 2198, 363, 2224)
zodiac-name: কন্যা (78, 2261, 97, 2274)
zodiac-sign (44, 2136, 204, 2191)
benefits-list (951, 1881, 1230, 1938)
seip-left (950, 1854, 1231, 2127)
zodiac-text: বৃশ্চিক : সন্তানের সাফল্যে আনন্দ পাবেন। (246, 2009, 344, 2035)
zodiac-name: মিথুন (78, 2072, 99, 2085)
